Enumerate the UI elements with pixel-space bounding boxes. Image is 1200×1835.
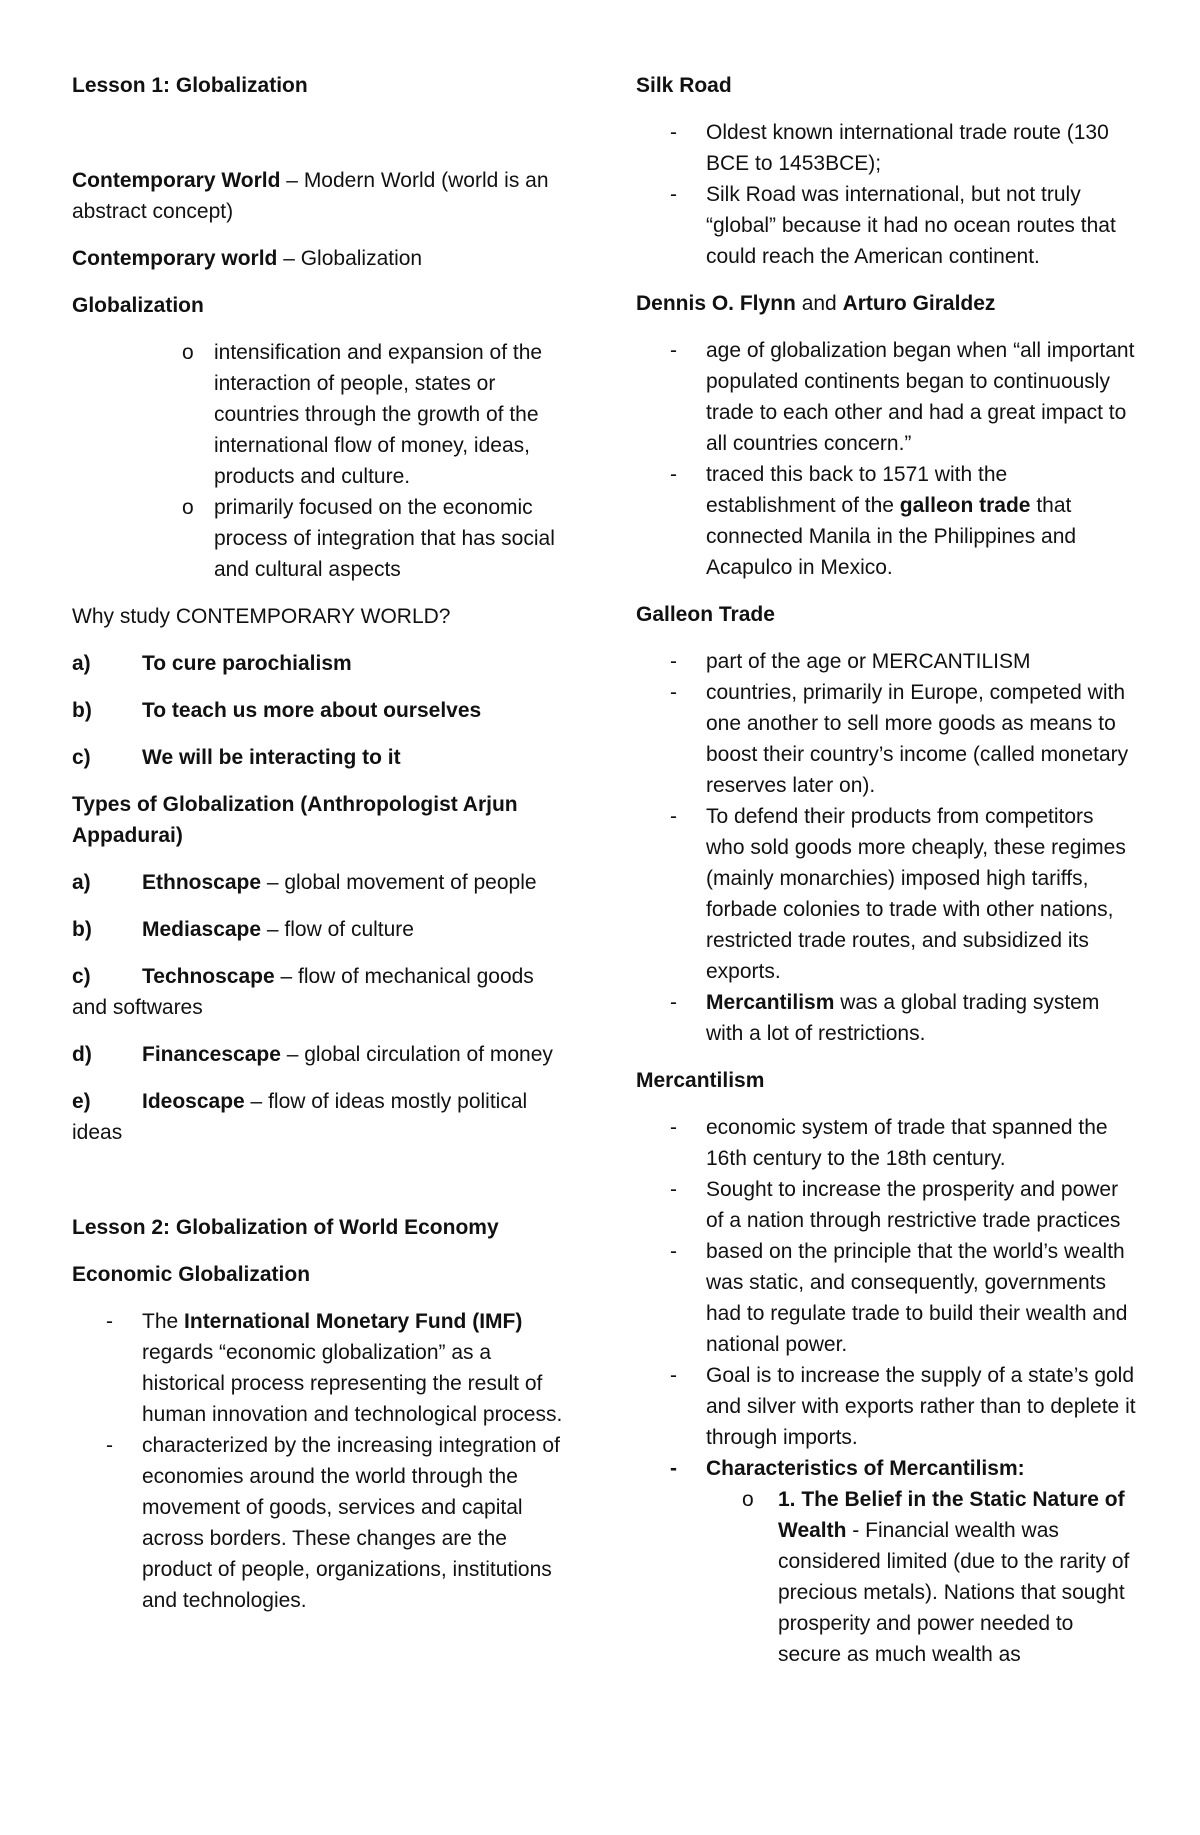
list-item: o 1. The Belief in the Static Nature of Wealth - Financial wealth was considered limited (due to the rarity of precious metals). Nations that sought prosperity and power needed to secure as much wealth as xyxy=(742,1488,1130,1666)
list-item: - age of globalization began when “all important populated continents began to continuously trade to each other and had a great impact to all countries concern.” xyxy=(670,339,1135,455)
economic-globalization-list xyxy=(72,1306,572,1616)
reasons-list xyxy=(72,648,572,773)
why-study-question: Why study CONTEMPORARY WORLD? xyxy=(72,605,451,628)
flynn-giraldez-heading: Dennis O. Flynn and Arturo Giraldez xyxy=(636,292,996,315)
flynn-giraldez-list xyxy=(636,335,1136,583)
list-item: b) To teach us more about ourselves xyxy=(72,699,482,722)
characteristics-list xyxy=(636,1484,1136,1670)
list-item: a) To cure parochialism xyxy=(72,652,352,675)
list-item: - To defend their products from competitors who sold goods more cheaply, these regimes (mainly monarchies) imposed high tariffs, forbade colonies to trade with other nations, restricted trade routes, and subsidized its exports. xyxy=(670,805,1126,983)
mercantilism-list xyxy=(636,1112,1136,1484)
globalization-list xyxy=(72,337,572,585)
list-item: d) Financescape – global circulation of money xyxy=(72,1043,553,1066)
definition: – Globalization xyxy=(277,247,423,270)
list-item: - economic system of trade that spanned the 16th century to the 18th century. xyxy=(670,1116,1108,1170)
list-item: - Oldest known international trade route (130 BCE to 1453BCE); xyxy=(670,121,1109,175)
contemporary-world-globalization xyxy=(72,243,572,274)
list-item: e) Ideoscape – flow of ideas mostly political ideas xyxy=(72,1090,528,1144)
term: Contemporary World xyxy=(72,169,281,192)
term: Contemporary world xyxy=(72,247,278,270)
list-item: b) Mediascape – flow of culture xyxy=(72,918,414,941)
lesson1-title: Lesson 1: Globalization xyxy=(72,74,308,97)
list-item: - Silk Road was international, but not truly “global” because it had no ocean routes that could reach the American continent. xyxy=(670,183,1116,268)
list-item: - countries, primarily in Europe, competed with one another to sell more goods as means to boost their country’s income (called monetary reserves later on). xyxy=(670,681,1129,797)
list-item: - The International Monetary Fund (IMF) regards “economic globalization” as a historical process representing the result of human innovation and technological process. xyxy=(106,1310,563,1426)
contemporary-world-definition xyxy=(72,165,572,227)
list-item: - Goal is to increase the supply of a state’s gold and silver with exports rather than to deplete it through imports. xyxy=(670,1364,1136,1449)
list-item: - part of the age or MERCANTILISM xyxy=(670,650,1031,673)
list-item: c) We will be interacting to it xyxy=(72,746,401,769)
globalization-heading: Globalization xyxy=(72,294,204,317)
list-item: - traced this back to 1571 with the establishment of the galleon trade that connected Manila in the Philippines and Acapulco in Mexico. xyxy=(670,463,1077,579)
list-item: - Characteristics of Mercantilism: xyxy=(670,1457,1025,1480)
lesson2-title: Lesson 2: Globalization of World Economy xyxy=(72,1216,499,1239)
mercantilism-heading: Mercantilism xyxy=(636,1069,765,1092)
bullet: o xyxy=(182,496,194,519)
types-heading: Types of Globalization (Anthropologist Arjun Appadurai) xyxy=(72,793,518,847)
bullet: o xyxy=(182,341,194,364)
list-item: - Sought to increase the prosperity and power of a nation through restrictive trade practices xyxy=(670,1178,1121,1232)
left-column xyxy=(72,70,572,1616)
list-item: - Mercantilism was a global trading system with a lot of restrictions. xyxy=(670,991,1100,1045)
silk-road-list xyxy=(636,117,1136,272)
silk-road-heading: Silk Road xyxy=(636,74,732,97)
right-column xyxy=(636,70,1136,1670)
list-item: c) Technoscape – flow of mechanical goods and softwares xyxy=(72,965,534,1019)
characteristics-heading: Characteristics of Mercantilism: xyxy=(706,1457,1025,1480)
list-item: - characterized by the increasing integration of economies around the world through the movement of goods, services and capital across borders. These changes are the product of people, organizations, institutions and technologies. xyxy=(106,1434,560,1612)
galleon-trade-list xyxy=(636,646,1136,1049)
definition: – Modern World (world is an abstract concept) xyxy=(72,169,549,223)
list-item: o intensification and expansion of the interaction of people, states or countries through the growth of the international flow of money, ideas, products and culture. xyxy=(72,337,572,492)
list-item: a) Ethnoscape – global movement of people xyxy=(72,871,537,894)
list-item: o primarily focused on the economic process of integration that has social and cultural aspects xyxy=(72,492,572,585)
economic-globalization-heading: Economic Globalization xyxy=(72,1263,311,1286)
list-item: - based on the principle that the world’s wealth was static, and consequently, governments had to regulate trade to build their wealth and national power. xyxy=(670,1240,1128,1356)
types-list xyxy=(72,867,572,1148)
galleon-trade-heading: Galleon Trade xyxy=(636,603,775,626)
